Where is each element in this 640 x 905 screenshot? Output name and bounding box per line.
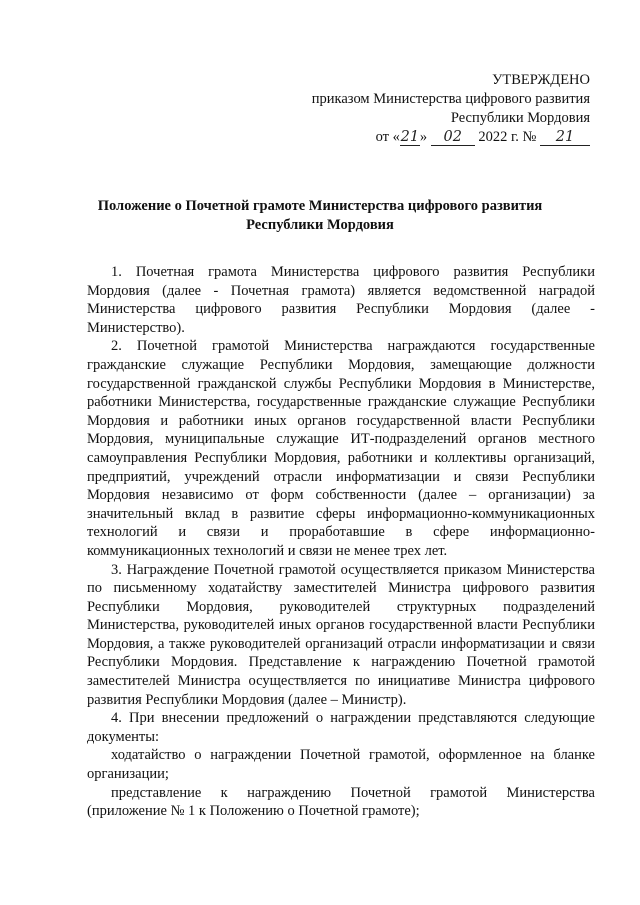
paragraph-petition: ходатайство о награждении Почетной грамотой, оформленное на бланке организации; xyxy=(87,747,595,783)
approval-order-line: приказом Министерства цифрового развития xyxy=(311,91,590,107)
document-title: Положение о Почетной грамоте Министерства цифрового развития Республики Мордовия xyxy=(97,198,543,233)
paragraph-3: 3. Награждение Почетной грамотой осуществляется приказом Министерства по письменному ходатайству заместителей Министра цифрового развития Республики Мордовия, руководителей структурных подразделений Министерства, руководителей иных органов государственной власти Республики Мордовия, а также руководителей организаций отрасли информатизации и связи Республики Мордовия. Представление к награждению Почетной грамотой заместителей Министра осуществляется по инициативе Министра цифрового развития Республики Мордовия (далее – Министр). xyxy=(87,561,595,708)
paragraph-4: 4. При внесении предложений о награждении представляются следующие документы: xyxy=(87,710,595,745)
handwritten-day: 21 xyxy=(400,129,420,145)
approval-republic-line: Республики Мордовия xyxy=(450,110,590,126)
paragraph-2: 2. Почетной грамотой Министерства награждаются государственные гражданские служащие Республики Мордовия, замещающие должности государственной гражданской службы Республики Мордовия в Министерстве, работники Министерства, государственные гражданские служащие Республики Мордовия и работники иных органов государственной власти Республики Мордовия, муниципальные служащие ИТ-подразделений органов местного самоуправления Республики Мордовия, работники и коллективы организаций, предприятий, учреждений отрасли информатизации и связи Республики Мордовия независимо от форм собственности (далее – организации) за значительный вклад в развитие сферы информационно-коммуникационных технологий и связи и проработавшие в сфере информационно-коммуникационных технологий и связи не менее трех лет. xyxy=(87,338,595,559)
handwritten-order-number: 21 xyxy=(540,130,590,146)
approval-block xyxy=(260,71,590,147)
approval-date-line: от «21» 02 2022 г. № 21 xyxy=(260,128,590,147)
paragraph-1: 1. Почетная грамота Министерства цифрового развития Республики Мордовия (далее - Почетная грамота) является ведомственной наградой Министерства цифрового развития Республики Мордовия (далее - Министерство). xyxy=(87,264,595,336)
paragraph-submission: представление к награждению Почетной грамотой Министерства (приложение № 1 к Положению о Почетной грамоте); xyxy=(87,784,595,820)
document-body xyxy=(87,263,595,821)
approval-heading: УТВЕРЖДЕНО xyxy=(492,72,590,88)
handwritten-month: 02 xyxy=(431,130,475,146)
